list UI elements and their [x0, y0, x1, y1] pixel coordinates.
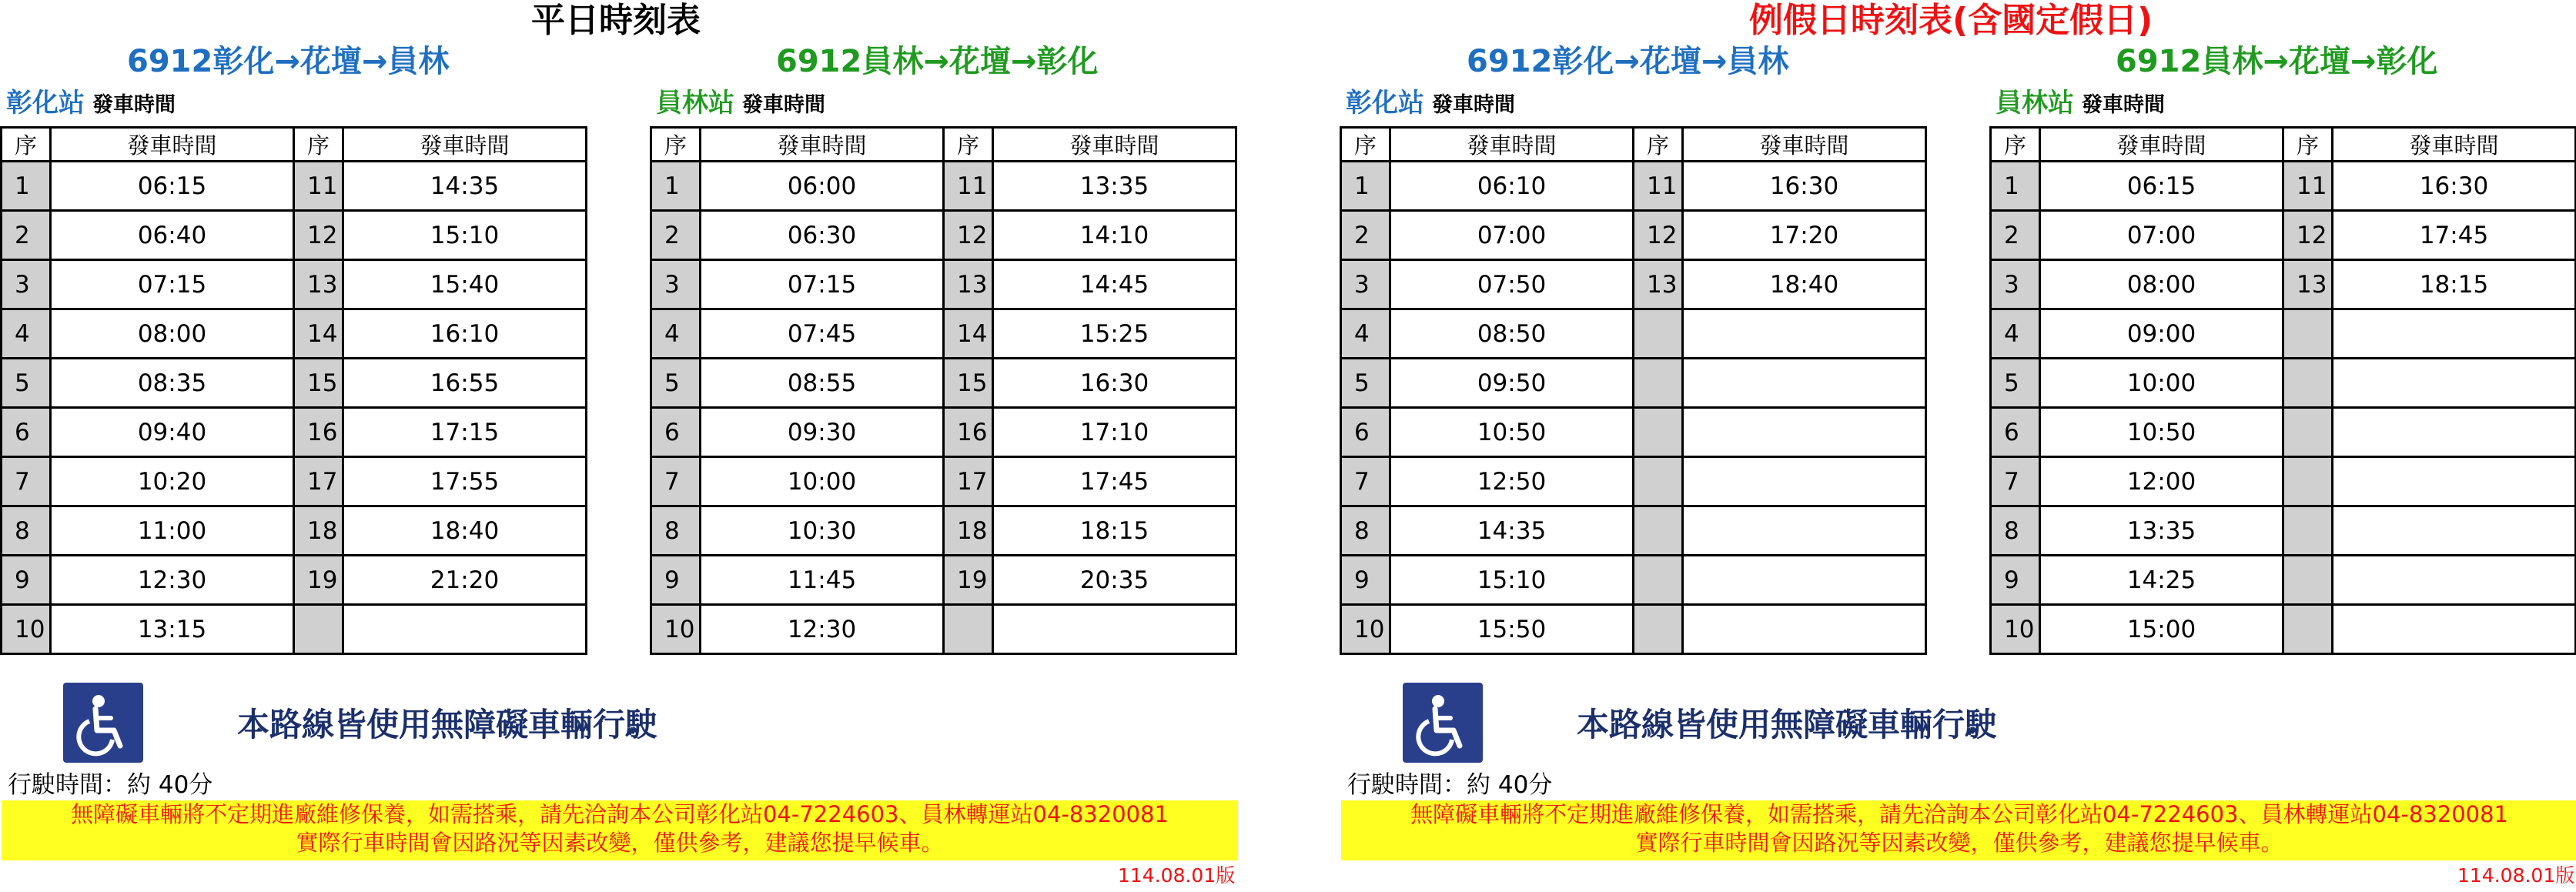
- table-row: [651, 506, 1236, 556]
- departure-time-cell: 07:15: [51, 260, 294, 309]
- row-index-cell: 11: [2283, 162, 2333, 211]
- departure-time-cell: [993, 605, 1236, 654]
- departure-time-cell: 21:20: [343, 556, 587, 605]
- column-header-time: 發車時間: [2040, 128, 2283, 162]
- departure-time-cell: 10:50: [2040, 408, 2283, 457]
- departure-time-cell: 17:45: [993, 457, 1236, 506]
- row-index-cell: 6: [2, 408, 51, 457]
- row-index-cell: 8: [1341, 506, 1390, 556]
- table-row: [651, 211, 1236, 260]
- table-row: [2, 408, 587, 457]
- wheelchair-icon: [63, 683, 143, 763]
- table-row: [1341, 605, 1926, 654]
- row-index-cell: 5: [651, 359, 701, 408]
- departure-time-cell: 06:15: [51, 162, 294, 211]
- row-index-cell: [2283, 605, 2333, 654]
- row-index-cell: 17: [944, 457, 993, 506]
- row-index-cell: 5: [2, 359, 51, 408]
- row-index-cell: 1: [1991, 162, 2040, 211]
- row-index-cell: 8: [651, 506, 701, 556]
- accessibility-badge: [63, 683, 143, 763]
- departure-time-cell: 14:10: [993, 211, 1236, 260]
- holiday-route-b-title: 6912員林→花壇→彰化: [2116, 44, 2438, 79]
- table-row: [2, 211, 587, 260]
- departure-time-cell: 18:15: [2333, 260, 2576, 309]
- table-row: [1991, 260, 2576, 309]
- departure-label: 發車時間: [2082, 93, 2165, 117]
- row-index-cell: 18: [294, 506, 343, 556]
- row-index-cell: 1: [651, 162, 701, 211]
- notice-line-1: 無障礙車輛將不定期進廠維修保養，如需搭乘，請先洽詢本公司彰化站04-7224603、員林轉運站04-8320081: [70, 801, 1169, 827]
- weekday-route-b-title: 6912員林→花壇→彰化: [776, 44, 1099, 79]
- row-index-cell: 15: [944, 359, 993, 408]
- departure-time-cell: 12:30: [701, 605, 944, 654]
- row-index-cell: 1: [1341, 162, 1390, 211]
- departure-time-cell: 17:10: [993, 408, 1236, 457]
- table-row: [2, 162, 587, 211]
- row-index-cell: 10: [2, 605, 51, 654]
- departure-time-cell: 17:55: [343, 457, 587, 506]
- table-row: [1341, 162, 1926, 211]
- holiday-route-b-station-label: [1996, 86, 2165, 120]
- column-header-index: 序: [2283, 128, 2333, 162]
- departure-time-cell: 13:35: [2040, 506, 2283, 556]
- column-header-time: 發車時間: [1390, 128, 1634, 162]
- departure-time-cell: 15:10: [343, 211, 587, 260]
- accessibility-badge: [1403, 683, 1483, 763]
- departure-time-cell: 15:50: [1390, 605, 1634, 654]
- departure-time-cell: [1683, 556, 1926, 605]
- holiday-title: 例假日時刻表(含國定假日): [1749, 1, 2153, 40]
- departure-time-cell: [2333, 605, 2576, 654]
- table-row: [1991, 506, 2576, 556]
- table-row: [1341, 309, 1926, 359]
- accessibility-text: 本路線皆使用無障礙車輛行駛: [237, 706, 658, 743]
- station-name: 員林站: [1996, 88, 2074, 119]
- row-index-cell: 9: [1341, 556, 1390, 605]
- departure-time-cell: 18:15: [993, 506, 1236, 556]
- departure-time-cell: 15:40: [343, 260, 587, 309]
- departure-time-cell: 08:50: [1390, 309, 1634, 359]
- departure-time-cell: 06:30: [701, 211, 944, 260]
- table-row: [2, 359, 587, 408]
- row-index-cell: 2: [2, 211, 51, 260]
- departure-time-cell: 14:45: [993, 260, 1236, 309]
- row-index-cell: 16: [944, 408, 993, 457]
- departure-time-cell: [2333, 309, 2576, 359]
- departure-time-cell: [1683, 457, 1926, 506]
- weekday-route-b-station-label: [656, 86, 825, 120]
- table-row: [1991, 556, 2576, 605]
- departure-time-cell: 16:10: [343, 309, 587, 359]
- column-header-time: 發車時間: [2333, 128, 2576, 162]
- row-index-cell: 2: [1991, 211, 2040, 260]
- row-index-cell: [2283, 359, 2333, 408]
- column-header-time: 發車時間: [1683, 128, 1926, 162]
- row-index-cell: 2: [1341, 211, 1390, 260]
- row-index-cell: 9: [1991, 556, 2040, 605]
- departure-time-cell: [1683, 359, 1926, 408]
- row-index-cell: 6: [1341, 408, 1390, 457]
- row-index-cell: 17: [294, 457, 343, 506]
- row-index-cell: [944, 605, 993, 654]
- departure-label: 發車時間: [1432, 93, 1515, 117]
- column-header-index: 序: [1341, 128, 1390, 162]
- column-header-time: 發車時間: [701, 128, 944, 162]
- row-index-cell: 11: [944, 162, 993, 211]
- holiday-route-b-timetable: [1989, 126, 2576, 655]
- departure-time-cell: 09:30: [701, 408, 944, 457]
- table-row: [2, 309, 587, 359]
- travel-time: 行駛時間：約 40分: [8, 771, 213, 799]
- departure-time-cell: [2333, 408, 2576, 457]
- table-row: [1991, 359, 2576, 408]
- departure-time-cell: 09:00: [2040, 309, 2283, 359]
- departure-time-cell: 16:30: [2333, 162, 2576, 211]
- table-row: [1341, 211, 1926, 260]
- table-header-row: [1341, 128, 1926, 162]
- row-index-cell: 7: [1991, 457, 2040, 506]
- travel-time: 行駛時間：約 40分: [1347, 771, 1553, 799]
- departure-time-cell: 10:00: [701, 457, 944, 506]
- departure-time-cell: 08:00: [51, 309, 294, 359]
- departure-time-cell: 17:45: [2333, 211, 2576, 260]
- holiday-section: [1340, 0, 2576, 892]
- departure-time-cell: 15:25: [993, 309, 1236, 359]
- row-index-cell: 4: [1341, 309, 1390, 359]
- row-index-cell: [2283, 408, 2333, 457]
- weekday-title: 平日時刻表: [531, 1, 701, 40]
- row-index-cell: 4: [1991, 309, 2040, 359]
- holiday-route-a-station-label: [1346, 86, 1515, 120]
- row-index-cell: 5: [1991, 359, 2040, 408]
- departure-time-cell: 18:40: [343, 506, 587, 556]
- row-index-cell: 2: [651, 211, 701, 260]
- table-row: [651, 359, 1236, 408]
- row-index-cell: [294, 605, 343, 654]
- column-header-index: 序: [1991, 128, 2040, 162]
- weekday-route-b-timetable: [650, 126, 1237, 655]
- departure-time-cell: 13:35: [993, 162, 1236, 211]
- table-row: [651, 408, 1236, 457]
- holiday-route-a-timetable: [1340, 126, 1927, 655]
- table-row: [2, 506, 587, 556]
- weekday-route-a-timetable: [0, 126, 587, 655]
- row-index-cell: 11: [1634, 162, 1683, 211]
- station-name: 員林站: [656, 88, 734, 119]
- table-row: [1991, 162, 2576, 211]
- departure-time-cell: [1683, 605, 1926, 654]
- departure-label: 發車時間: [742, 93, 825, 117]
- station-name: 彰化站: [1346, 88, 1424, 119]
- column-header-index: 序: [944, 128, 993, 162]
- departure-time-cell: [1683, 408, 1926, 457]
- row-index-cell: 7: [651, 457, 701, 506]
- departure-time-cell: [1683, 309, 1926, 359]
- departure-time-cell: 06:00: [701, 162, 944, 211]
- departure-time-cell: 12:50: [1390, 457, 1634, 506]
- row-index-cell: 12: [1634, 211, 1683, 260]
- row-index-cell: 10: [1991, 605, 2040, 654]
- row-index-cell: 18: [944, 506, 993, 556]
- departure-time-cell: 12:30: [51, 556, 294, 605]
- notice-banner: [2, 800, 1238, 860]
- departure-time-cell: [343, 605, 587, 654]
- departure-time-cell: [1683, 506, 1926, 556]
- row-index-cell: 3: [1341, 260, 1390, 309]
- departure-time-cell: 09:40: [51, 408, 294, 457]
- notice-line-2: 實際行車時間會因路況等因素改變，僅供參考，建議您提早候車。: [1635, 830, 2283, 856]
- departure-time-cell: 06:40: [51, 211, 294, 260]
- table-header-row: [651, 128, 1236, 162]
- version-label: 114.08.01版: [2457, 864, 2575, 887]
- departure-time-cell: 08:00: [2040, 260, 2283, 309]
- departure-time-cell: 07:00: [2040, 211, 2283, 260]
- row-index-cell: 16: [294, 408, 343, 457]
- accessibility-text: 本路線皆使用無障礙車輛行駛: [1577, 706, 1998, 743]
- table-row: [1991, 457, 2576, 506]
- table-row: [651, 162, 1236, 211]
- departure-time-cell: 14:35: [1390, 506, 1634, 556]
- departure-time-cell: 07:00: [1390, 211, 1634, 260]
- weekday-route-a-title: 6912彰化→花壇→員林: [127, 44, 450, 79]
- row-index-cell: 5: [1341, 359, 1390, 408]
- departure-time-cell: 18:40: [1683, 260, 1926, 309]
- notice-banner: [1341, 800, 2576, 860]
- table-row: [2, 457, 587, 506]
- column-header-index: 序: [294, 128, 343, 162]
- departure-time-cell: 10:30: [701, 506, 944, 556]
- departure-time-cell: 07:50: [1390, 260, 1634, 309]
- weekday-route-a-station-label: [6, 86, 176, 120]
- notice-line-1: 無障礙車輛將不定期進廠維修保養，如需搭乘，請先洽詢本公司彰化站04-7224603、員林轉運站04-8320081: [1410, 801, 2509, 827]
- column-header-time: 發車時間: [343, 128, 587, 162]
- row-index-cell: 10: [651, 605, 701, 654]
- departure-time-cell: 20:35: [993, 556, 1236, 605]
- notice-line-2: 實際行車時間會因路況等因素改變，僅供參考，建議您提早候車。: [296, 830, 944, 856]
- row-index-cell: 13: [944, 260, 993, 309]
- row-index-cell: [1634, 605, 1683, 654]
- row-index-cell: 10: [1341, 605, 1390, 654]
- departure-time-cell: 17:15: [343, 408, 587, 457]
- row-index-cell: 4: [651, 309, 701, 359]
- departure-time-cell: [2333, 359, 2576, 408]
- row-index-cell: 15: [294, 359, 343, 408]
- row-index-cell: [2283, 457, 2333, 506]
- row-index-cell: 14: [294, 309, 343, 359]
- departure-time-cell: 11:00: [51, 506, 294, 556]
- departure-time-cell: 14:35: [343, 162, 587, 211]
- column-header-time: 發車時間: [51, 128, 294, 162]
- column-header-index: 序: [1634, 128, 1683, 162]
- row-index-cell: 9: [651, 556, 701, 605]
- table-row: [1341, 506, 1926, 556]
- column-header-index: 序: [2, 128, 51, 162]
- table-header-row: [1991, 128, 2576, 162]
- row-index-cell: [1634, 506, 1683, 556]
- departure-time-cell: 07:15: [701, 260, 944, 309]
- row-index-cell: 19: [294, 556, 343, 605]
- table-row: [1991, 211, 2576, 260]
- row-index-cell: [2283, 506, 2333, 556]
- table-row: [1991, 309, 2576, 359]
- row-index-cell: [2283, 309, 2333, 359]
- row-index-cell: [2283, 556, 2333, 605]
- table-row: [651, 556, 1236, 605]
- table-row: [651, 605, 1236, 654]
- row-index-cell: 11: [294, 162, 343, 211]
- departure-time-cell: [2333, 556, 2576, 605]
- row-index-cell: [1634, 359, 1683, 408]
- table-row: [2, 260, 587, 309]
- row-index-cell: 19: [944, 556, 993, 605]
- departure-time-cell: 08:55: [701, 359, 944, 408]
- departure-time-cell: 06:10: [1390, 162, 1634, 211]
- departure-time-cell: 10:00: [2040, 359, 2283, 408]
- departure-time-cell: 13:15: [51, 605, 294, 654]
- table-row: [1341, 359, 1926, 408]
- row-index-cell: 3: [651, 260, 701, 309]
- row-index-cell: 8: [1991, 506, 2040, 556]
- table-row: [2, 605, 587, 654]
- row-index-cell: [1634, 408, 1683, 457]
- row-index-cell: 7: [1341, 457, 1390, 506]
- row-index-cell: [1634, 457, 1683, 506]
- table-row: [1341, 408, 1926, 457]
- holiday-route-a-title: 6912彰化→花壇→員林: [1467, 44, 1789, 79]
- departure-time-cell: 10:50: [1390, 408, 1634, 457]
- row-index-cell: 12: [2283, 211, 2333, 260]
- row-index-cell: 4: [2, 309, 51, 359]
- departure-time-cell: [2333, 457, 2576, 506]
- row-index-cell: 7: [2, 457, 51, 506]
- row-index-cell: 13: [294, 260, 343, 309]
- row-index-cell: 12: [294, 211, 343, 260]
- departure-time-cell: 11:45: [701, 556, 944, 605]
- departure-time-cell: 10:20: [51, 457, 294, 506]
- table-row: [651, 457, 1236, 506]
- row-index-cell: 3: [2, 260, 51, 309]
- column-header-index: 序: [651, 128, 701, 162]
- row-index-cell: 13: [2283, 260, 2333, 309]
- table-row: [651, 309, 1236, 359]
- row-index-cell: 14: [944, 309, 993, 359]
- table-header-row: [2, 128, 587, 162]
- departure-time-cell: 17:20: [1683, 211, 1926, 260]
- departure-label: 發車時間: [92, 93, 176, 117]
- departure-time-cell: 07:45: [701, 309, 944, 359]
- table-row: [2, 556, 587, 605]
- departure-time-cell: 16:55: [343, 359, 587, 408]
- table-row: [1991, 408, 2576, 457]
- column-header-time: 發車時間: [993, 128, 1236, 162]
- row-index-cell: 1: [2, 162, 51, 211]
- departure-time-cell: [2333, 506, 2576, 556]
- departure-time-cell: 16:30: [1683, 162, 1926, 211]
- row-index-cell: [1634, 556, 1683, 605]
- row-index-cell: 12: [944, 211, 993, 260]
- row-index-cell: [1634, 309, 1683, 359]
- row-index-cell: 6: [651, 408, 701, 457]
- table-row: [1341, 260, 1926, 309]
- departure-time-cell: 06:15: [2040, 162, 2283, 211]
- wheelchair-icon: [1403, 683, 1483, 763]
- departure-time-cell: 09:50: [1390, 359, 1634, 408]
- row-index-cell: 9: [2, 556, 51, 605]
- row-index-cell: 3: [1991, 260, 2040, 309]
- row-index-cell: 8: [2, 506, 51, 556]
- version-label: 114.08.01版: [1118, 864, 1236, 887]
- table-row: [1991, 605, 2576, 654]
- departure-time-cell: 16:30: [993, 359, 1236, 408]
- departure-time-cell: 14:25: [2040, 556, 2283, 605]
- departure-time-cell: 15:10: [1390, 556, 1634, 605]
- row-index-cell: 6: [1991, 408, 2040, 457]
- departure-time-cell: 08:35: [51, 359, 294, 408]
- departure-time-cell: 15:00: [2040, 605, 2283, 654]
- table-row: [1341, 457, 1926, 506]
- departure-time-cell: 12:00: [2040, 457, 2283, 506]
- table-row: [651, 260, 1236, 309]
- row-index-cell: 13: [1634, 260, 1683, 309]
- table-row: [1341, 556, 1926, 605]
- station-name: 彰化站: [6, 88, 85, 119]
